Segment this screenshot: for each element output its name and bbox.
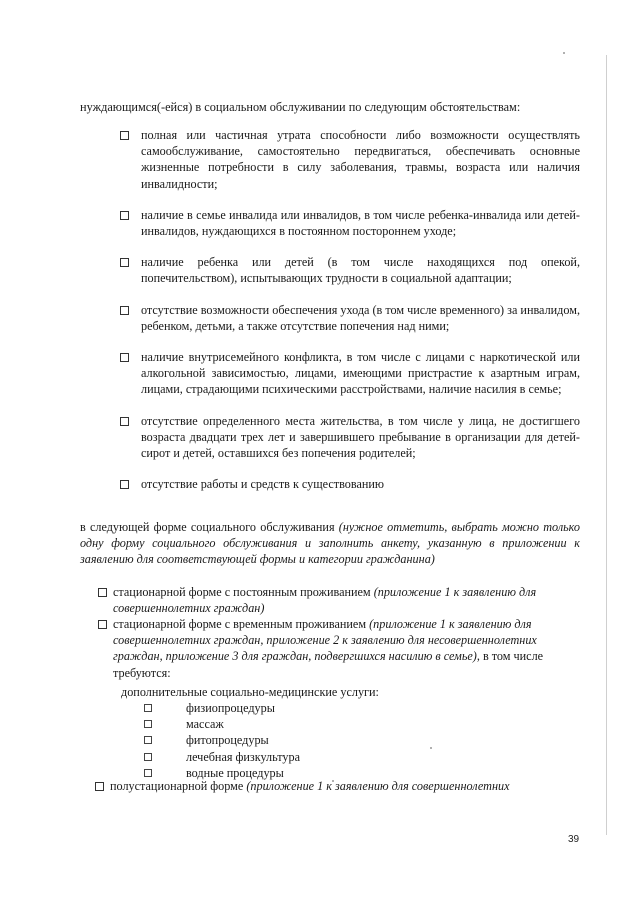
circumstance-text: наличие ребенка или детей (в том числе находящихся под опекой, попечительством), испытывающих трудности в социальной адаптации; <box>141 255 580 286</box>
scan-speck <box>430 747 432 749</box>
checkbox-icon[interactable] <box>120 353 129 362</box>
checkbox-icon[interactable] <box>120 131 129 140</box>
form-intro <box>80 519 580 568</box>
scan-edge-line <box>606 55 607 835</box>
form-option-permanent[interactable] <box>113 584 583 616</box>
form-option-note: (приложение 1 к заявлению для совершеннолетних <box>246 779 510 793</box>
circumstance-item[interactable] <box>120 413 580 462</box>
form-option-label: полустационарной форме <box>110 779 247 793</box>
extra-service-label: массаж <box>186 717 224 732</box>
checkbox-icon[interactable] <box>95 782 104 791</box>
form-option-suffix: , в том числе требуются: <box>113 649 544 680</box>
checkbox-icon[interactable] <box>144 769 152 777</box>
checkbox-icon[interactable] <box>144 753 152 761</box>
extra-service-label: водные процедуры <box>186 765 284 780</box>
checkbox-icon[interactable] <box>120 417 129 426</box>
extra-service-label: фитопроцедуры <box>186 733 269 748</box>
extra-services-heading: дополнительные социально-медицинские услуги: <box>121 685 379 699</box>
scan-speck <box>563 52 565 54</box>
circumstance-text: отсутствие работы и средств к существованию <box>141 477 385 492</box>
checkbox-icon[interactable] <box>120 306 129 315</box>
circumstance-text: наличие внутрисемейного конфликта, в том числе с лицами с наркотической или алкогольной зависимостью, лицами, имеющими пристрастие к азартным играм, лицами, страдающими психическими расстройствами, наличие насилия в семье; <box>141 350 580 397</box>
checkbox-icon[interactable] <box>120 480 129 489</box>
form-option-label: стационарной форме с временным проживанием <box>113 617 370 631</box>
form-option-temporary[interactable] <box>113 616 581 681</box>
checkbox-icon[interactable] <box>98 620 107 629</box>
circumstance-item[interactable] <box>120 476 580 492</box>
extra-service-label: физиопроцедуры <box>186 701 275 715</box>
form-option-semi[interactable] <box>110 778 585 794</box>
circumstance-text: наличие в семье инвалида или инвалидов, в том числе ребенка-инвалида или детей-инвалидов, нуждающихся в постоянном постороннем уходе; <box>141 207 580 239</box>
circumstance-item[interactable] <box>120 207 580 239</box>
checkbox-icon[interactable] <box>144 704 152 712</box>
form-intro-note: (нужное отметить, выбрать можно только одну форму социального обслуживания и заполнить анкету, указанную в приложении к заявлению для соответствующей формы и категории гражданина) <box>80 520 581 567</box>
circumstance-item[interactable] <box>120 254 580 286</box>
circumstance-item[interactable] <box>120 349 580 398</box>
circumstance-item[interactable] <box>120 302 580 334</box>
circumstance-text: полная или частичная утрата способности либо возможности осуществлять самообслуживание, самостоятельно передвигаться, обеспечивать основные жизненные потребности в силу заболевания, травмы, возраста или наличия инвалидности; <box>141 128 580 191</box>
checkbox-icon[interactable] <box>144 720 152 728</box>
extra-service-label: лечебная физкультура <box>186 749 300 764</box>
circumstances-list <box>120 127 580 492</box>
form-option-note: (приложение 1 к заявлению для совершеннолетних граждан) <box>113 585 537 616</box>
circumstance-text: отсутствие определенного места жительства, в том числе у лица, не достигшего возраста двадцати трех лет и завершившего пребывание в организации для детей-сирот и детей, оставшихся без попечения родителей; <box>141 413 580 461</box>
checkbox-icon[interactable] <box>120 211 129 220</box>
checkbox-icon[interactable] <box>98 588 107 597</box>
circumstance-item[interactable] <box>120 127 580 192</box>
intro-line: нуждающимся(-ейся) в социальном обслуживании по следующим обстоятельствам: <box>80 100 521 114</box>
form-option-label: стационарной форме с постоянным проживанием <box>113 585 374 599</box>
circumstance-text: отсутствие возможности обеспечения ухода (в том числе временного) за инвалидом, ребенком, детьми, а также отсутствие попечения над ними; <box>141 302 580 333</box>
page-number: 39 <box>568 834 580 845</box>
checkbox-icon[interactable] <box>144 736 152 744</box>
form-option-note: (приложение 1 к заявлению для совершеннолетних граждан, приложение 2 к заявлению для несовершеннолетних граждан, приложение 3 для граждан, подвергшихся насилию в семье) <box>113 617 537 664</box>
checkbox-icon[interactable] <box>120 258 129 267</box>
form-intro-text: в следующей форме социального обслуживания <box>80 520 339 534</box>
